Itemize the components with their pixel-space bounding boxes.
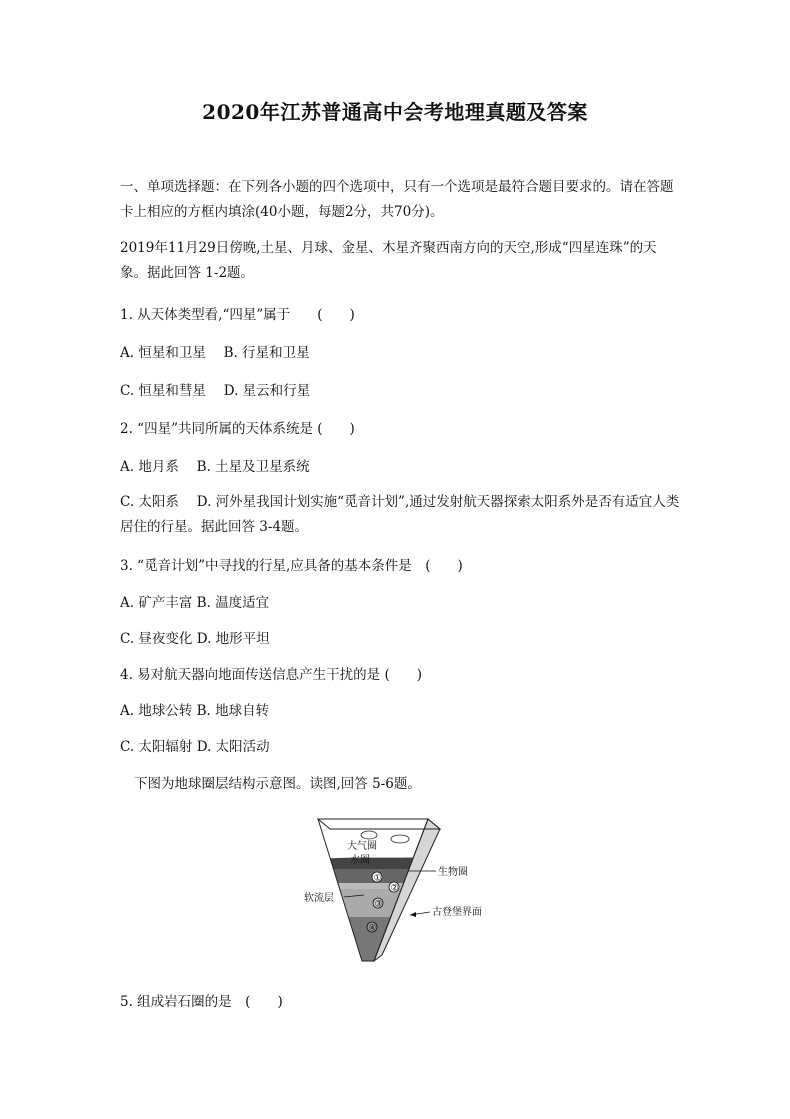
label-biosphere: 生物圈: [438, 867, 468, 878]
label-asthenosphere: 软流层: [304, 893, 334, 904]
layer-1-band: [290, 869, 500, 883]
question-4-options-cd: C. 太阳辐射 D. 太阳活动: [120, 739, 270, 755]
question-3-stem: 3. “觅音计划”中寻找的行星,应具备的基本条件是 ( ): [120, 558, 463, 574]
section-intro: 一、单项选择题：在下列各小题的四个选项中，只有一个选项是最符合题目要求的。请在答题卡上相应的方框内填涂(40小题，每题2分，共70分)。: [120, 179, 674, 220]
cloud-icon: [361, 831, 377, 839]
page-title: 2020年江苏普通高中会考地理真题及答案: [202, 100, 588, 124]
marker-1: ①: [373, 873, 382, 884]
question-1-options-ab: A. 恒星和卫星 B. 行星和卫星: [120, 345, 310, 361]
earth-spheres-diagram: [290, 805, 500, 965]
label-gutenberg-boundary: 古登堡界面: [432, 907, 482, 918]
question-3-options-ab: A. 矿产丰富 B. 温度适宜: [120, 595, 270, 611]
cloud-icon: [391, 835, 409, 843]
question-3-options-cd: C. 昼夜变化 D. 地形平坦: [120, 631, 270, 647]
marker-4: ④: [368, 923, 377, 934]
label-atmosphere: 大气圈: [347, 841, 377, 852]
question-1-options-cd: C. 恒星和彗星 D. 星云和行星: [120, 383, 311, 399]
question-2-options-ab: A. 地月系 B. 土星及卫星系统: [120, 459, 310, 475]
context-paragraph-1: 2019年11月29日傍晚,土星、月球、金星、木星齐聚西南方向的天空,形成“四星连珠”的天象。据此回答 1-2题。: [120, 240, 657, 281]
question-2-options-cd: C. 太阳系 D. 河外星我国计划实施“觅音计划”,通过发射航天器探索太阳系外是否有适宜人类居住的行星。据此回答 3-4题。: [120, 494, 680, 535]
figure-intro: 下图为地球圈层结构示意图。读图,回答 5-6题。: [134, 776, 421, 792]
marker-2: ②: [390, 883, 399, 894]
question-5-stem: 5. 组成岩石圈的是 ( ): [120, 994, 283, 1010]
marker-3: ③: [374, 899, 383, 910]
earth-spheres-figure: [290, 805, 500, 965]
question-1-stem: 1. 从天体类型看,“四星”属于 ( ): [120, 307, 355, 323]
question-4-options-ab: A. 地球公转 B. 地球自转: [120, 703, 270, 719]
label-hydrosphere: 水圈: [350, 855, 370, 866]
atmosphere-band: [290, 805, 500, 863]
question-4-stem: 4. 易对航天器向地面传送信息产生干扰的是 ( ): [120, 667, 422, 683]
question-2-stem: 2. “四星”共同所属的天体系统是 ( ): [120, 421, 355, 437]
